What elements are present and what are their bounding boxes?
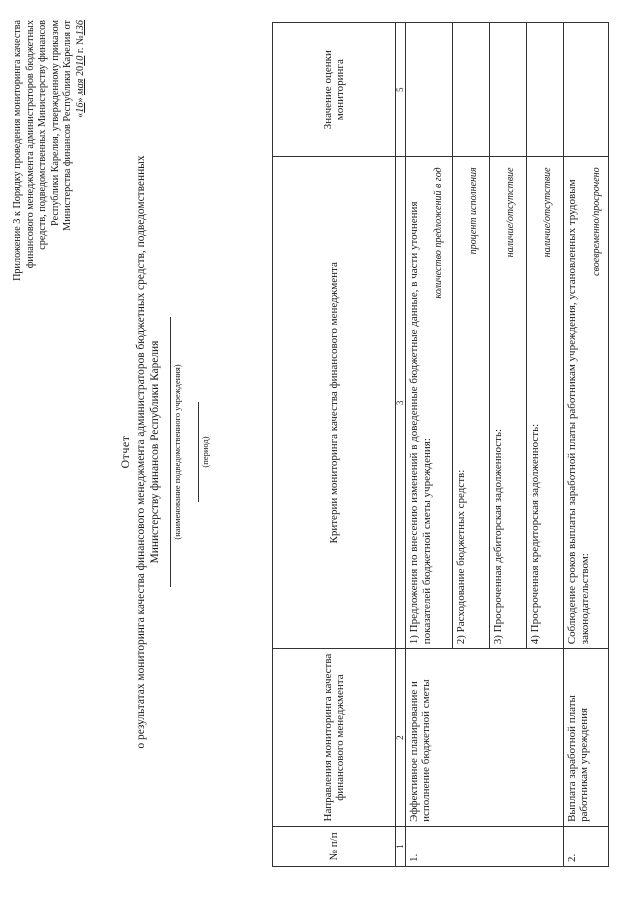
- period-caption: (период): [200, 436, 210, 468]
- score-cell: [490, 23, 527, 157]
- criterion-text: 3) Просроченная дебиторская задолженность:: [492, 428, 504, 645]
- column-number: 3: [396, 157, 406, 649]
- row-direction: Выплата заработной платы работникам учреждения: [564, 649, 609, 827]
- table-row: [406, 23, 453, 867]
- score-cell: [564, 23, 609, 157]
- criterion-text: 4) Просроченная кредиторская задолженность:: [529, 423, 541, 645]
- criterion-unit: количество предложений в год: [433, 167, 444, 299]
- approval-line: финансового менеджмента администраторов бюджетных: [24, 20, 36, 269]
- criterion-unit: наличие/отсутствие: [541, 167, 553, 258]
- criterion-cell: [527, 157, 564, 649]
- row-direction: Эффективное планирование и исполнение бюджетной сметы: [406, 649, 564, 827]
- criterion-cell: [490, 157, 527, 649]
- criterion-cell: [453, 157, 490, 649]
- report-title: Отчет: [118, 435, 132, 469]
- period-blank-line: [196, 402, 199, 502]
- column-number-row: [396, 23, 406, 867]
- column-number: 5: [396, 23, 406, 157]
- handwritten-number: 136: [74, 20, 86, 36]
- handwritten-year: 10: [74, 55, 86, 66]
- score-cell: [527, 23, 564, 157]
- table-row: [564, 23, 609, 867]
- header-criteria: Критерии мониторинга качества финансового менеджмента: [273, 157, 396, 649]
- criterion-unit: своевременно/просрочено: [591, 167, 602, 276]
- header-direction: Направления мониторинга качества финансового менеджмента: [273, 649, 396, 827]
- criterion-text: Соблюдение сроков выплаты заработной платы работникам учреждения, установленных трудовым законодательством:: [566, 179, 591, 645]
- approval-line: Министерства финансов Республики Карелия от: [62, 20, 74, 231]
- score-cell: [453, 23, 490, 157]
- institution-caption: (наименование подведомственного учреждения): [172, 364, 182, 540]
- approval-line: средств, подведомственных Министерству финансов: [37, 20, 49, 250]
- header-score: Значение оценки мониторинга: [273, 23, 396, 157]
- document-page: [10, 12, 630, 892]
- approval-stamp: [12, 20, 88, 330]
- handwritten-month: мая: [74, 78, 86, 95]
- score-cell: [406, 23, 453, 157]
- date-text: 20: [74, 65, 86, 79]
- approval-line: Приложение 3 к Порядку проведения мониторинга качества: [12, 20, 23, 281]
- table-header-row: [273, 23, 396, 867]
- institution-blank-line: [168, 317, 171, 587]
- date-text: «: [74, 112, 86, 118]
- criterion-cell: [564, 157, 609, 649]
- date-text: г. №: [74, 35, 86, 56]
- date-text: »: [74, 94, 86, 103]
- criterion-text: 2) Расходование бюджетных средств:: [455, 469, 467, 645]
- column-number: 2: [396, 649, 406, 827]
- criterion-unit: процент исполнения: [467, 167, 479, 255]
- report-subtitle: о результатах мониторинга качества финансового менеджмента администраторов бюджетных средств, подведомственных Министерству финансов Республики Карелия: [135, 155, 161, 749]
- handwritten-day: 16: [74, 102, 86, 113]
- monitoring-table: [272, 22, 609, 867]
- row-number: 2.: [564, 826, 609, 866]
- header-number: № п/п: [273, 826, 396, 866]
- criterion-unit: наличие/отсутствие: [504, 167, 516, 258]
- criterion-text: 1) Предложения по внесению изменений в доведенные бюджетные данные, в части уточнения показателей бюджетной сметы учреждения:: [408, 201, 433, 645]
- report-heading: [118, 12, 210, 892]
- approval-date-line: [75, 20, 88, 330]
- row-number: 1.: [406, 826, 564, 866]
- criterion-cell: [406, 157, 453, 649]
- column-number: 1: [396, 826, 406, 866]
- approval-line: Республики Карелия, утвержденному приказом: [49, 20, 61, 226]
